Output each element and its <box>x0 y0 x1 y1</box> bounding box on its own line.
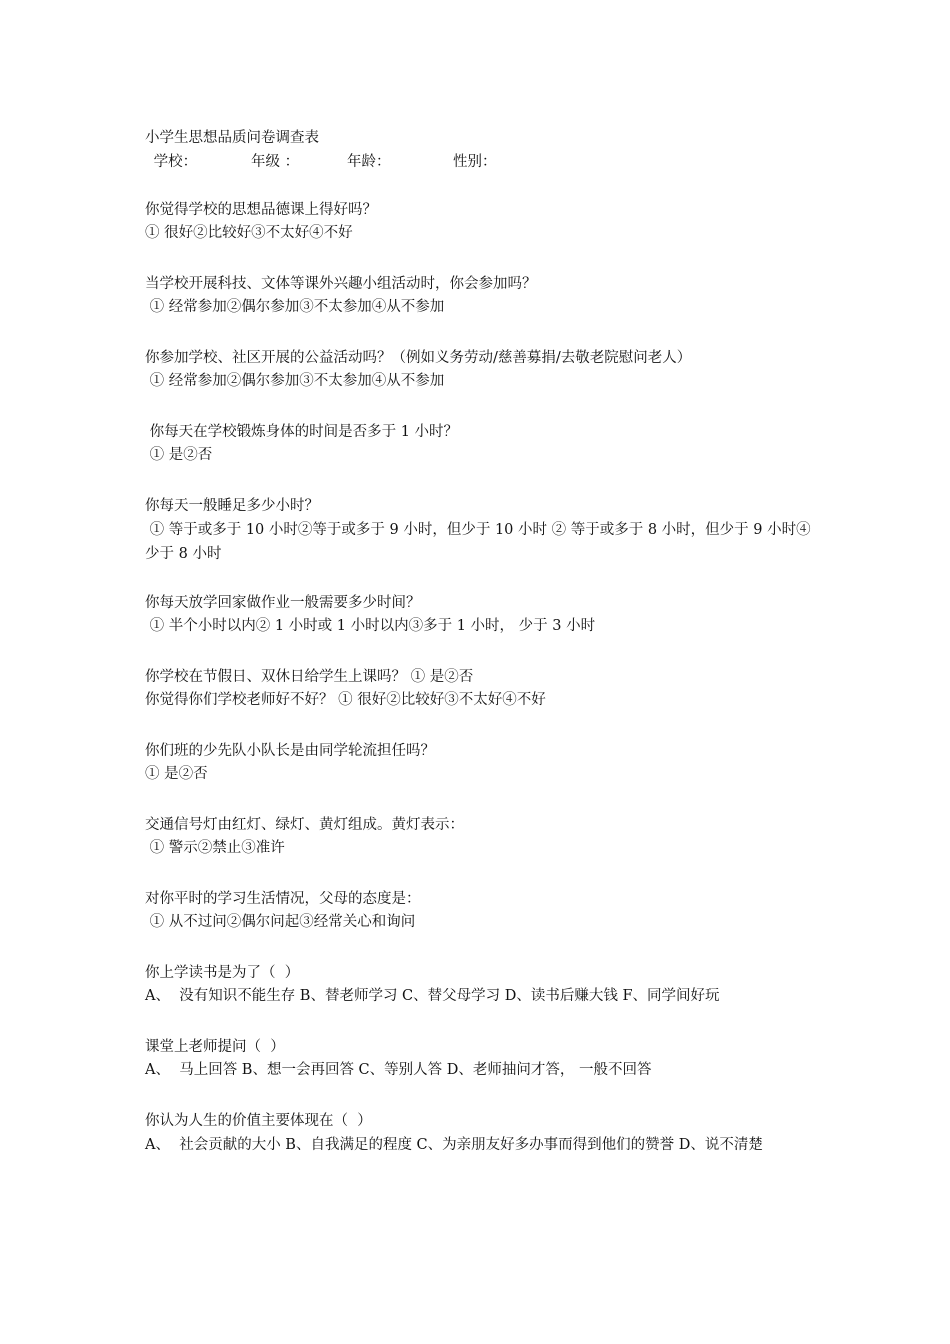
question-block <box>145 421 815 467</box>
spacer <box>145 566 815 592</box>
spacer <box>145 245 815 273</box>
spacer <box>145 786 815 814</box>
question-text: 你每天一般睡足多少小时？ <box>145 498 319 514</box>
question-options: ① 等于或多于 10 小时②等于或多于 9 小时，但少于 10 小时 ② 等于或多于 8 小时，但少于 9 小时④少于 8 小时 <box>145 522 811 562</box>
question-text: 你上学读书是为了（ ） <box>145 965 300 981</box>
document-title: 小学生思想品质问卷调查表 <box>145 130 319 146</box>
question-options: A、 没有知识不能生存 B、替老师学习 C、替父母学习 D、读书后赚大钱 F、同学间好玩 <box>145 988 720 1004</box>
question-block <box>145 199 815 245</box>
spacer <box>145 319 815 347</box>
question-block <box>145 962 815 1008</box>
spacer <box>145 1082 815 1110</box>
question-block <box>145 1110 815 1157</box>
question-options: ① 是②否 <box>145 766 208 782</box>
question-options: ① 半个小时以内② 1 小时或 1 小时以内③多于 1 小时， 少于 3 小时 <box>145 618 596 634</box>
spacer <box>145 860 815 888</box>
spacer <box>145 712 815 740</box>
question-text: 交通信号灯由红灯、绿灯、黄灯组成。黄灯表示： <box>145 817 464 833</box>
grade-field-label: 年级 ： <box>251 154 300 170</box>
question-text: 你参加学校、社区开展的公益活动吗？（例如义务劳动/慈善募捐/去敬老院慰问老人） <box>145 350 692 366</box>
question-text: 课堂上老师提问（ ） <box>145 1039 285 1055</box>
age-field-label: 年龄： <box>347 154 391 170</box>
question-block <box>145 740 815 786</box>
question-block <box>145 1036 815 1082</box>
question-text: 你学校在节假日、双休日给学生上课吗？ ① 是②否 <box>145 669 474 685</box>
question-block <box>145 888 815 934</box>
question-text: 你每天在学校锻炼身体的时间是否多于 1 小时？ <box>145 424 459 440</box>
question-text: 对你平时的学习生活情况，父母的态度是： <box>145 891 421 907</box>
spacer <box>145 638 815 666</box>
question-options: ① 从不过问②偶尔问起③经常关心和询问 <box>145 914 416 930</box>
spacer <box>145 393 815 421</box>
gender-field-label: 性别： <box>453 154 497 170</box>
question-text: 你认为人生的价值主要体现在（ ） <box>145 1113 372 1129</box>
question-options: ① 经常参加②偶尔参加③不太参加④从不参加 <box>145 299 445 315</box>
question-block <box>145 592 815 638</box>
info-fields-row <box>145 150 815 175</box>
question-options: A、 社会贡献的大小 B、自我满足的程度 C、为亲朋友好多办事而得到他们的赞誉 D、说不清楚 <box>145 1137 763 1153</box>
question-text: 你觉得你们学校老师好不好？ ① 很好②比较好③不太好④不好 <box>145 692 546 708</box>
question-text: 你觉得学校的思想品德课上得好吗？ <box>145 202 377 218</box>
document-content <box>145 127 815 1157</box>
question-text: 当学校开展科技、文体等课外兴趣小组活动时，你会参加吗？ <box>145 276 537 292</box>
spacer <box>145 467 815 495</box>
question-options: A、 马上回答 B、想一会再回答 C、等别人答 D、老师抽问才答， 一般不回答 <box>145 1062 652 1078</box>
question-options: ① 是②否 <box>145 447 213 463</box>
spacer <box>145 175 815 199</box>
question-block <box>145 273 815 319</box>
question-options: ① 很好②比较好③不太好④不好 <box>145 225 353 241</box>
spacer <box>145 934 815 962</box>
spacer <box>145 1008 815 1036</box>
question-block <box>145 666 815 712</box>
question-block <box>145 814 815 860</box>
school-field-label: 学校： <box>149 154 198 170</box>
question-text: 你每天放学回家做作业一般需要多少时间？ <box>145 595 421 611</box>
question-options: ① 警示②禁止③准许 <box>145 840 285 856</box>
question-block <box>145 347 815 393</box>
question-options: ① 经常参加②偶尔参加③不太参加④从不参加 <box>145 373 445 389</box>
question-text: 你们班的少先队小队长是由同学轮流担任吗？ <box>145 743 435 759</box>
question-block <box>145 495 815 566</box>
